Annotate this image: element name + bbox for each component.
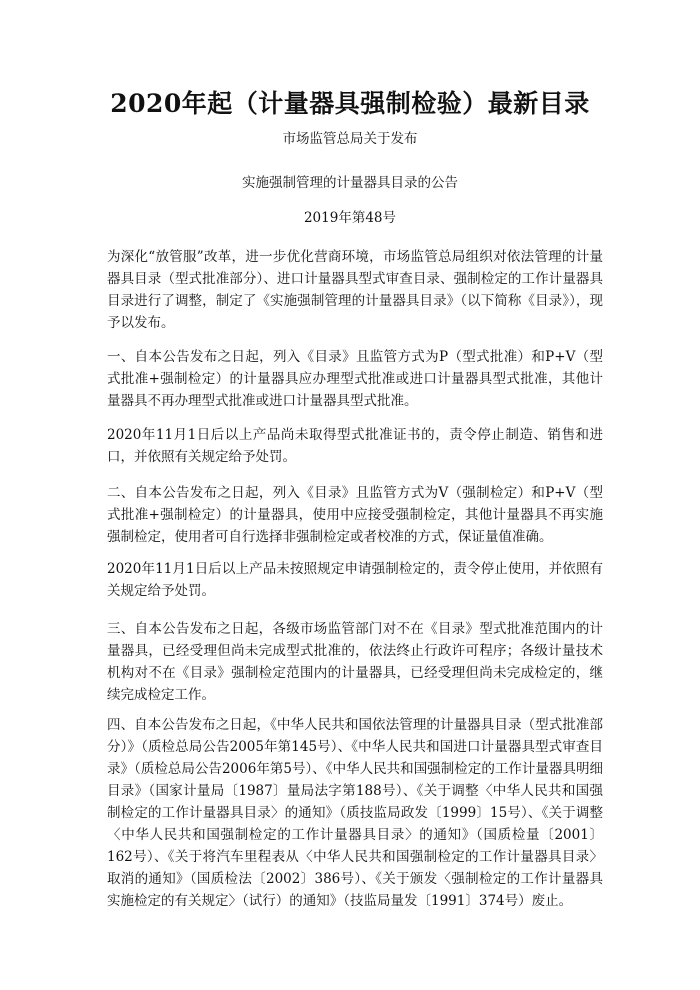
paragraph-intro: 为深化“放管服”改革，进一步优化营商环境，市场监管总局组织对依法管理的计量器具目录（型式批准部分）、进口计量器具型式审查目录、强制检定的工作计量器具目录进行了调整，制定了《实施强制管理的计量器具目录》（以下简称《目录》），现予以发布。	[107, 249, 603, 331]
subtitle-line-2: 实施强制管理的计量器具目录的公告	[242, 175, 458, 191]
paragraph-section-4: 四、自本公告发布之日起，《中华人民共和国依法管理的计量器具目录（型式批准部分）》（质检总局公告2005年第145号）、《中华人民共和国进口计量器具型式审查目录》（质检总局公告2006年第5号）、《中华人民共和国强制检定的工作计量器具明细目录》（国家计量局〔1987〕量局法字第188号）、《关于调整〈中华人民共和国强制检定的工作计量器具目录〉的通知》（质技监局政发〔1999〕15号）、《关于调整〈中华人民共和国强制检定的工作计量器具目录〉的通知》（国质检量〔2001〕162号）、《关于将汽车里程表从〈中华人民共和国强制检定的工作计量器具目录〉取消的通知》（国质检法〔2002〕386号）、《关于颁发〈强制检定的工作计量器具实施检定的有关规定〉（试行）的通知》（技监局量发〔1991〕374号）废止。	[107, 717, 603, 909]
paragraph-section-2-penalty: 2020年11月1日后以上产品未按照规定申请强制检定的，责令停止使用，并依照有关规定给予处罚。	[107, 561, 603, 599]
document-title: 2020年起（计量器具强制检验）最新目录	[110, 89, 590, 118]
paragraph-section-2: 二、自本公告发布之日起，列入《目录》且监管方式为V（强制检定）和P+V（型式批准+强制检定）的计量器具，使用中应接受强制检定，其他计量器具不再实施强制检定，使用者可自行选择非强制检定或者校准的方式，保证量值准确。	[107, 485, 603, 545]
paragraph-section-1: 一、自本公告发布之日起，列入《目录》且监管方式为P（型式批准）和P+V（型式批准+强制检定）的计量器具应办理型式批准或进口计量器具型式批准，其他计量器具不再办理型式批准或进口计量器具型式批准。	[107, 349, 603, 409]
paragraph-section-3: 三、自本公告发布之日起，各级市场监管部门对不在《目录》型式批准范围内的计量器具，已经受理但尚未完成型式批准的，依法终止行政许可程序；各级计量技术机构对不在《目录》强制检定范围内的计量器具，已经受理但尚未完成检定的，继续完成检定工作。	[107, 621, 603, 703]
paragraph-section-1-penalty: 2020年11月1日后以上产品尚未取得型式批准证书的，责令停止制造、销售和进口，并依照有关规定给予处罚。	[107, 427, 603, 465]
subtitle-line-1: 市场监管总局关于发布	[282, 131, 418, 147]
announcement-number: 2019年第48号	[303, 210, 397, 226]
